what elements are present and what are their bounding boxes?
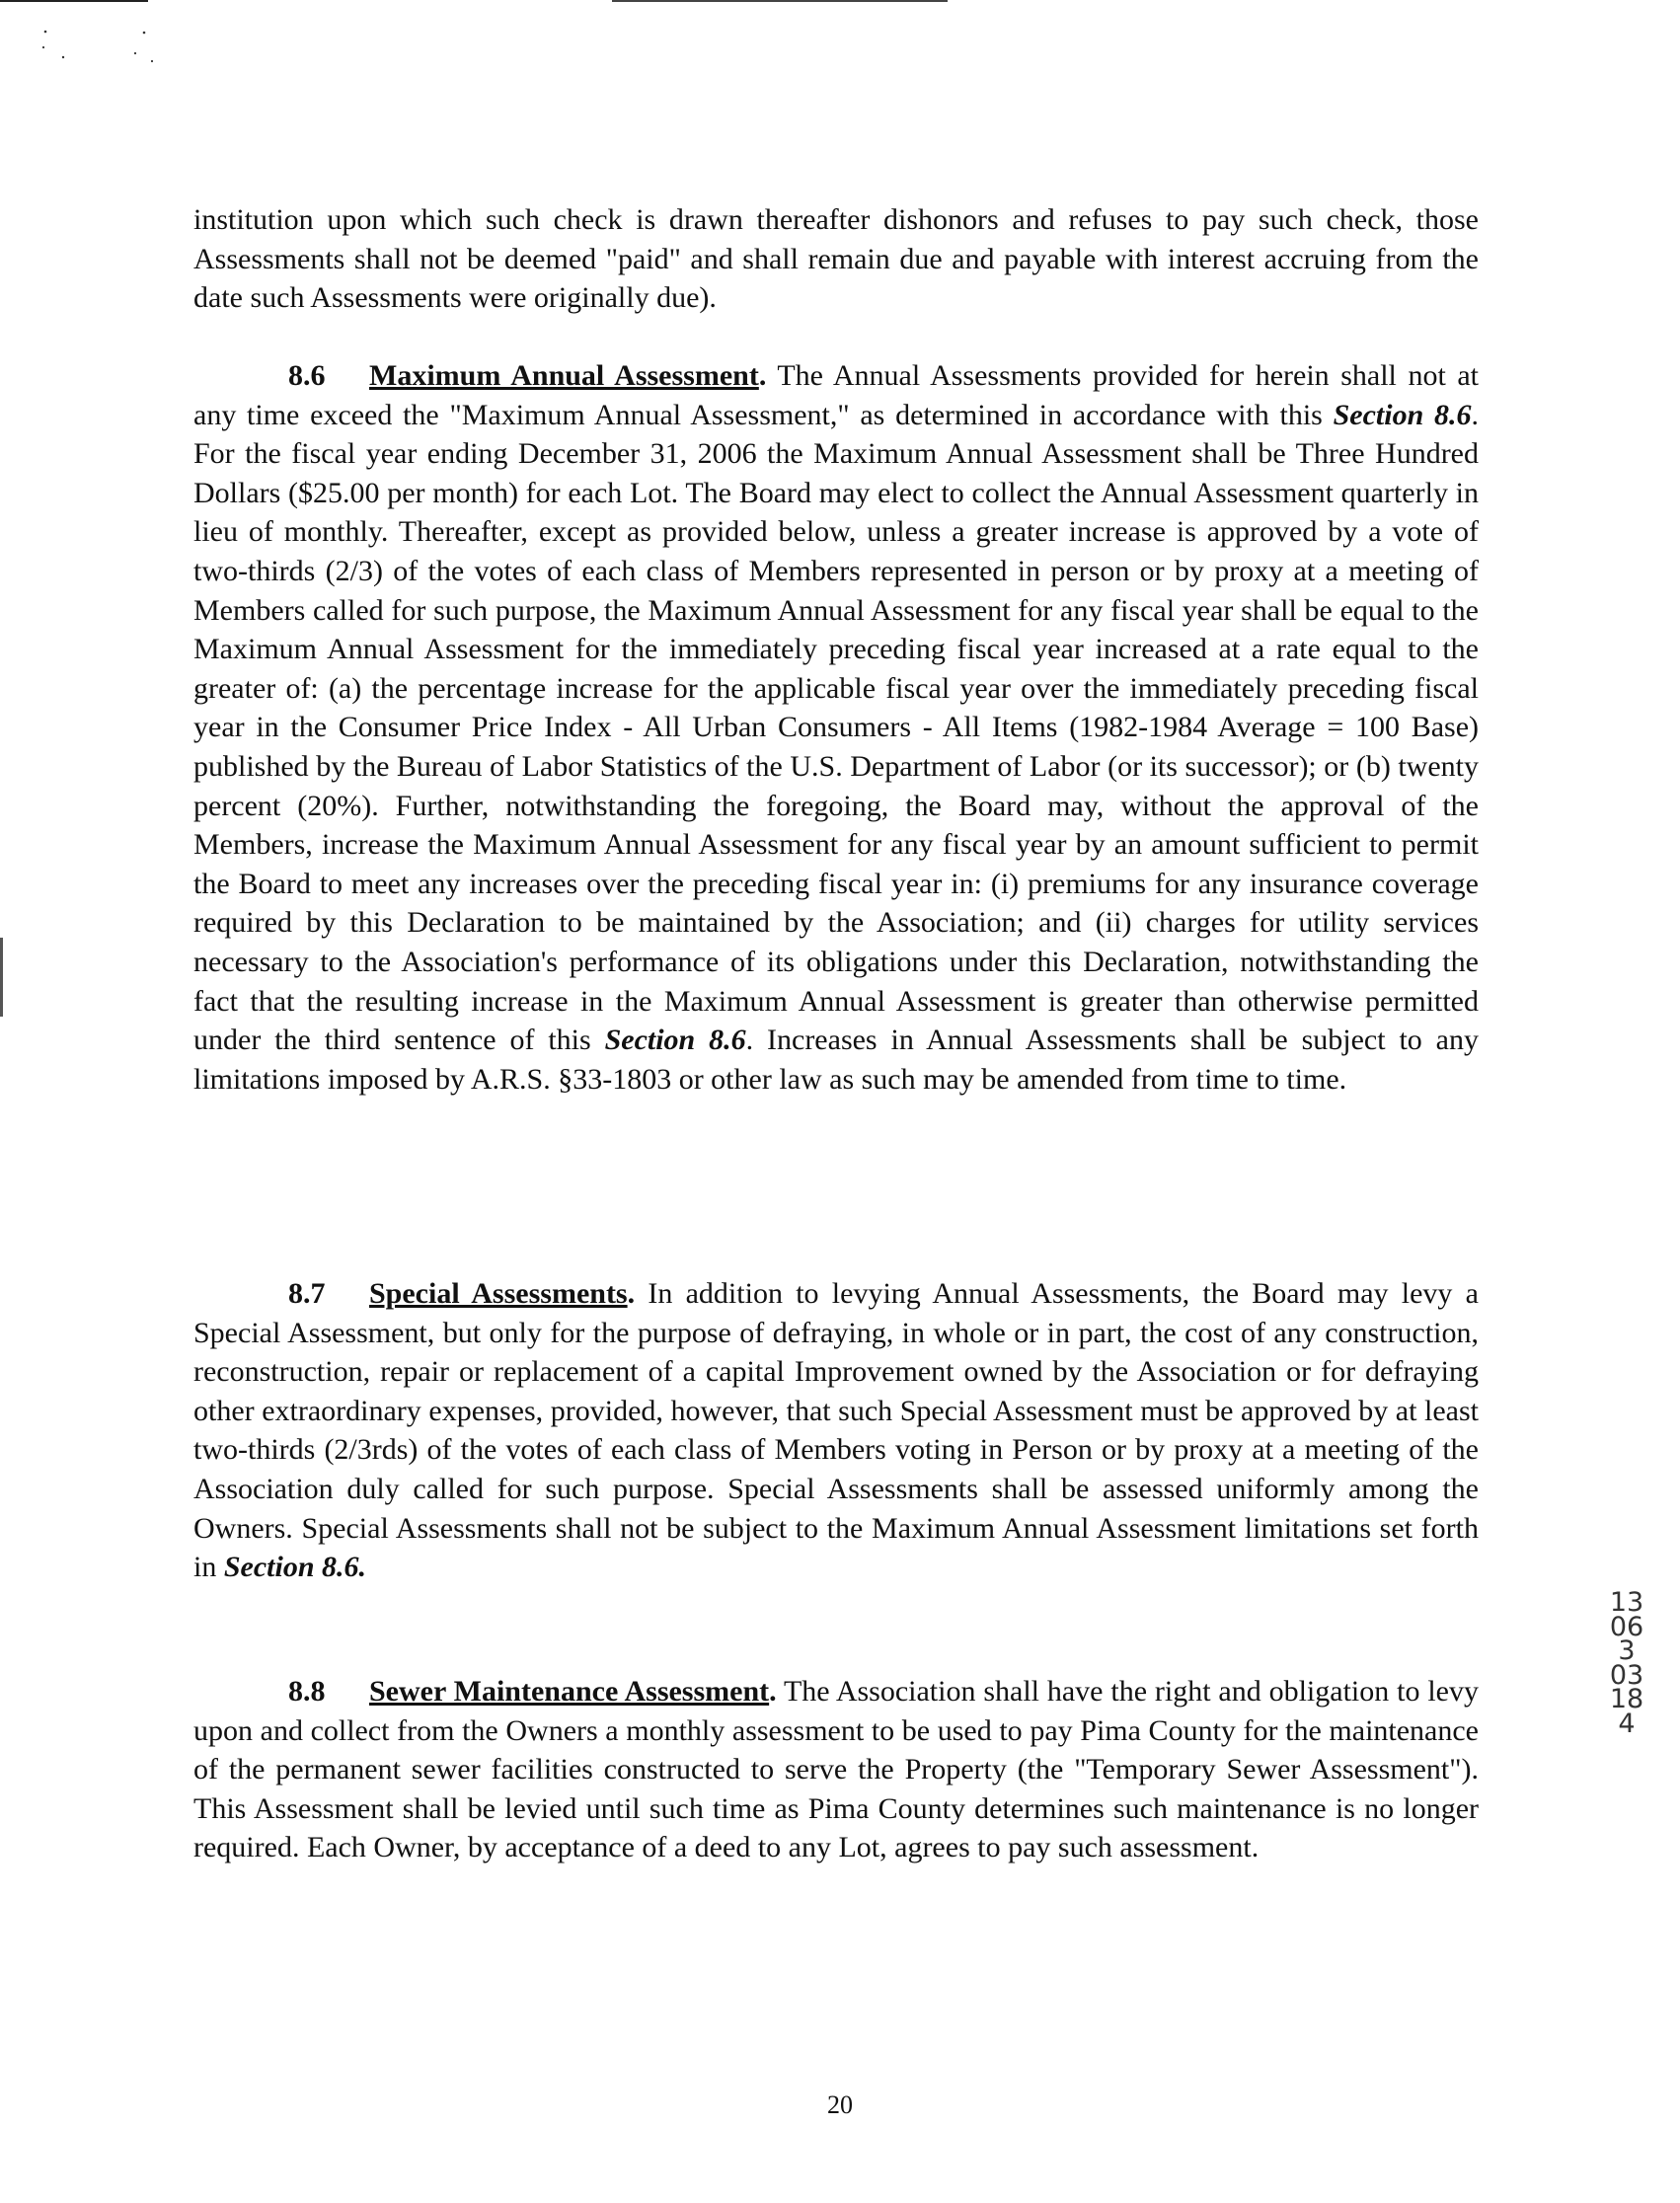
continuation-text: institution upon which such check is drawn thereafter dishonors and refuses to pay such check, those Assessments shall not be deemed "paid" and shall remain due and payable with interest accruing from the date such Assessments were originally due).	[193, 203, 1479, 315]
section-text: . For the fiscal year ending December 31, 2006 the Maximum Annual Assessment shall be Three Hundred Dollars ($25.00 per month) for each Lot. The Board may elect to collect the Annual Assessment quarterly in lieu of monthly. Thereafter, except as provided below, unless a greater increase is approved by a vote of two-thirds (2/3) of the votes of each class of Members represented in person or by proxy at a meeting of Members called for such purpose, the Maximum Annual Assessment for any fiscal year shall be equal to the Maximum Annual Assessment for the immediately preceding fiscal year increased at a rate equal to the greater of: (a) the percentage increase for the applicable fiscal year over the immediately preceding fiscal year in the Consumer Price Index - All Urban Consumers - All Items (1982-1984 Average = 100 Base) published by the Bureau of Labor Statistics of the U.S. Department of Labor (or its successor); or (b) twenty percent (20%). Further, notwithstanding the foregoing, the Board may, without the approval of the Members, increase the Maximum Annual Assessment for any fiscal year by an amount sufficient to permit the Board to meet any increases over the preceding fiscal year in: (i) premiums for any insurance coverage required by this Declaration to be maintained by the Association; and (ii) charges for utility services necessary to the Association's performance of its obligations under this Declaration, notwithstanding the fact that the resulting increase in the Maximum Annual Assessment is greater than otherwise permitted under the third sentence of this	[193, 398, 1479, 1057]
section-number: 8.8	[288, 1675, 326, 1708]
scan-edge-line	[0, 0, 1680, 2]
scan-edge-mark	[0, 938, 3, 1017]
section-8-6: 8.6 Maximum Annual Assessment. The Annual Assessments provided for herein shall not at any time exceed the "Maximum Annual Assessment," as determined in accordance with this Section 8.6. For the fiscal year ending December 31, 2006 the Maximum Annual Assessment shall be Three Hundred Dollars ($25.00 per month) for each Lot. The Board may elect to collect the Annual Assessment quarterly in lieu of monthly. Thereafter, except as provided below, unless a greater increase is approved by a vote of two-thirds (2/3) of the votes of each class of Members represented in person or by proxy at a meeting of Members called for such purpose, the Maximum Annual Assessment for any fiscal year shall be equal to the Maximum Annual Assessment for the immediately preceding fiscal year increased at a rate equal to the greater of: (a) the percentage increase for the applicable fiscal year over the immediately preceding fiscal year in the Consumer Price Index - All Urban Consumers - All Items (1982-1984 Average = 100 Base) published by the Bureau of Labor Statistics of the U.S. Department of Labor (or its successor); or (b) twenty percent (20%). Further, notwithstanding the foregoing, the Board may, without the approval of the Members, increase the Maximum Annual Assessment for any fiscal year by an amount sufficient to permit the Board to meet any increases over the preceding fiscal year in: (i) premiums for any insurance coverage required by this Declaration to be maintained by the Association; and (ii) charges for utility services necessary to the Association's performance of its obligations under this Declaration, notwithstanding the fact that the resulting increase in the Maximum Annual Assessment is greater than otherwise permitted under the third sentence of this Section 8.6. Increases in Annual Assessments shall be subject to any limitations imposed by A.R.S. §33-1803 or other law as such may be amended from time to time.	[193, 356, 1479, 1099]
section-8-8: 8.8 Sewer Maintenance Assessment. The Association shall have the right and obligation to levy upon and collect from the Owners a monthly assessment to be used to pay Pima County for the maintenance of the permanent sewer facilities constructed to serve the Property (the "Temporary Sewer Assessment"). This Assessment shall be levied until such time as Pima County determines such maintenance is no longer required. Each Owner, by acceptance of a deed to any Lot, agrees to pay such assessment.	[193, 1672, 1479, 1867]
paragraph-continuation	[193, 200, 1479, 318]
section-text: .	[358, 1551, 367, 1584]
section-text: In addition to levying Annual Assessments, the Board may levy a Special Assessment, but only for the purpose of defraying, in whole or in part, the cost of any construction, reconstruction, repair or replacement of a capital Improvement owned by the Association or for defraying other extraordinary expenses, provided, however, that such Special Assessment must be approved by at least two-thirds (2/3rds) of the votes of each class of Members voting in Person or by proxy at a meeting of the Association duly called for such purpose. Special Assessments shall be assessed uniformly among the Owners. Special Assessments shall not be subject to the Maximum Annual Assessment limitations set forth in	[193, 1277, 1479, 1584]
section-reference: Section 8.6	[223, 1551, 359, 1584]
section-reference: Section 8.6	[604, 1024, 746, 1057]
section-number: 8.6	[288, 359, 326, 392]
section-text: The Annual Assessments provided for herein shall not at any time exceed the "Maximum Annual Assessment," as determined in accordance with this	[193, 359, 1479, 431]
section-text: The Association shall have the right and obligation to levy upon and collect from the Owners a monthly assessment to be used to pay Pima County for the maintenance of the permanent sewer facilities constructed to serve the Property (the "Temporary Sewer Assessment"). This Assessment shall be levied until such time as Pima County determines such maintenance is no longer required. Each Owner, by acceptance of a deed to any Lot, agrees to pay such assessment.	[193, 1675, 1479, 1864]
section-8-7: 8.7 Special Assessments. In addition to levying Annual Assessments, the Board may levy a Special Assessment, but only for the purpose of defraying, in whole or in part, the cost of any construction, reconstruction, repair or replacement of a capital Improvement owned by the Association or for defraying other extraordinary expenses, provided, however, that such Special Assessment must be approved by at least two-thirds (2/3rds) of the votes of each class of Members voting in Person or by proxy at a meeting of the Association duly called for such purpose. Special Assessments shall be assessed uniformly among the Owners. Special Assessments shall not be subject to the Maximum Annual Assessment limitations set forth in Section 8.6.	[193, 1274, 1479, 1587]
section-text: . Increases in Annual Assessments shall be subject to any limitations imposed by A.R.S. §33-1803 or other law as such may be amended from time to time.	[193, 1024, 1479, 1096]
page-number: 20	[827, 2090, 853, 2119]
section-reference: Section 8.6	[1333, 398, 1472, 431]
section-number: 8.7	[288, 1277, 326, 1310]
section-title: Sewer Maintenance Assessment	[369, 1675, 770, 1708]
section-title: Maximum Annual Assessment	[369, 359, 759, 392]
section-title: Special Assessments	[369, 1277, 628, 1310]
recording-stamp: 13063 03184	[1609, 1587, 1644, 1739]
scan-specks	[41, 28, 180, 87]
